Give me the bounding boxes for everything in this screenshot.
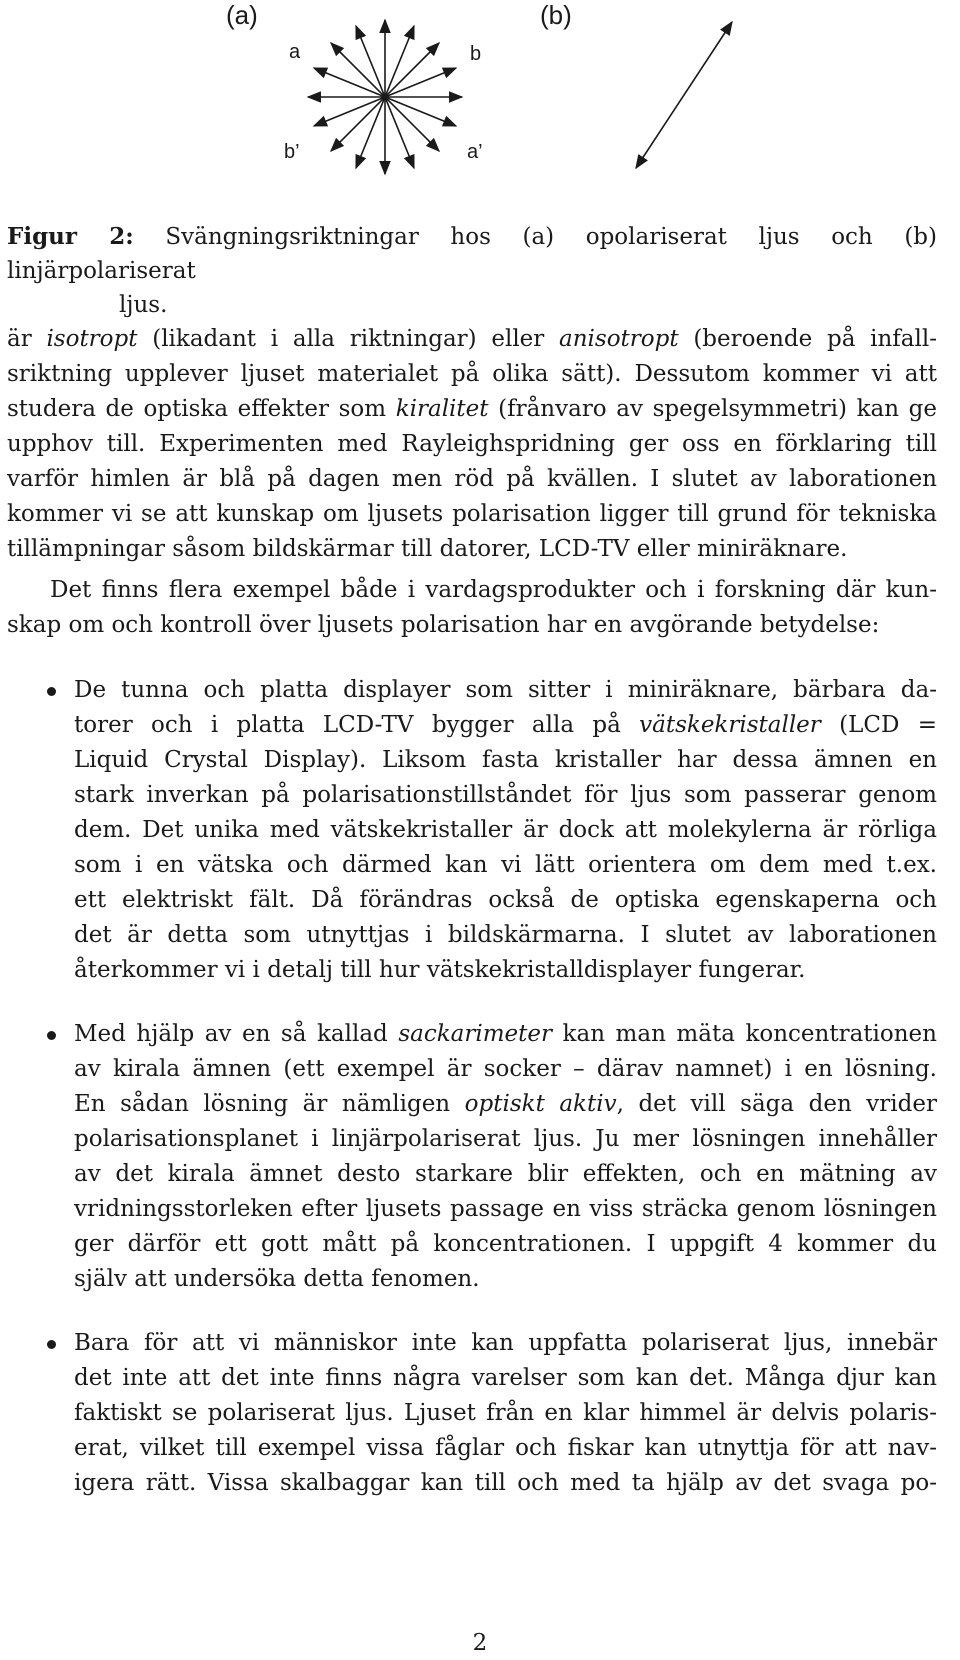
text-line [74,883,937,918]
text-line [74,708,937,743]
arrow-label-a: a [289,41,301,63]
text-span: polarisationsplanet i linjärpolariserat ljus. Ju mer lösningen innehåller [74,1126,937,1152]
list-item-text [74,1326,937,1501]
text-line [7,532,937,567]
text-line [7,462,937,497]
bullet-dot [47,1031,56,1040]
text-line [74,848,937,883]
text-span: Liquid Crystal Display). Liksom fasta kristaller har dessa ämnen en [74,747,937,773]
text-span: erat, vilket till exempel vissa fåglar och fiskar kan utnyttja för att nav- [74,1435,937,1461]
text-line [74,1326,937,1361]
text-span: varför himlen är blå på dagen men röd på kvällen. I slutet av laborationen [7,466,937,492]
caption-line-2: ljus. [119,292,168,318]
text-span: det är detta som utnyttjas i bildskärmarna. I slutet av laborationen [74,922,937,948]
text-line [74,1431,937,1466]
text-span: är [7,326,47,352]
text-line [74,743,937,778]
text-line [7,392,937,427]
text-line [7,322,937,357]
text-line [74,1262,937,1297]
text-line [74,1122,937,1157]
unpolarized-arrows [308,20,462,174]
list-item-text [74,673,937,988]
text-span: ett elektriskt fält. Då förändras också de optiska egenskaperna och [74,887,937,913]
linear-polarization-arrow [636,22,732,168]
text-line [7,497,937,532]
polarization-figure [0,0,960,210]
arrow-label-b: b [470,43,482,65]
text-span: dem. Det unika med vätskekristaller är dock att molekylerna är rörliga [74,817,937,843]
emphasized-term: anisotropt [559,326,679,352]
emphasized-term: isotropt [46,326,138,352]
text-span: , det vill säga den vrider [616,1091,937,1117]
text-span: ger därför ett gott mått på koncentrationen. I uppgift 4 kommer du [74,1231,937,1257]
text-line [74,1227,937,1262]
label-a: (a) [226,0,258,30]
text-span: En sådan lösning är nämligen [74,1091,465,1117]
text-span: torer och i platta LCD-TV bygger alla på [74,712,640,738]
text-span: studera de optiska effekter som [7,396,396,422]
text-line [7,427,937,462]
text-span: av kirala ämnen (ett exempel är socker – därav namnet) i en lösning. [74,1056,937,1082]
page-number: 2 [472,1630,488,1656]
text-line [74,1157,937,1192]
text-span: Med hjälp av en så kallad [74,1021,399,1047]
text-span: själv att undersöka detta fenomen. [74,1266,480,1292]
text-span: stark inverkan på polarisationstillståndet för ljus som passerar genom [74,782,937,808]
paragraph-1 [7,322,937,567]
caption-line-1: Svängningsriktningar hos (a) opolariserat ljus och (b) linjärpolariserat [7,224,938,284]
label-b: (b) [540,0,572,30]
text-span: faktiskt se polariserat ljus. Ljuset från en klar himmel är delvis polaris- [74,1400,937,1426]
emphasized-term: sackarimeter [398,1021,552,1047]
caption-label: Figur 2: [7,223,134,250]
bullet-dot [47,687,56,696]
emphasized-term: vätskekristaller [639,712,821,738]
text-line [7,357,937,392]
text-span: (LCD = [820,712,937,738]
text-span: Det finns flera exempel både i vardagsprodukter och i forskning där kun- [50,577,937,603]
text-span: (likadant i alla riktningar) eller [137,326,560,352]
text-line [74,778,937,813]
emphasized-term: optiskt aktiv [464,1091,617,1117]
text-line [74,1192,937,1227]
text-line [74,1087,937,1122]
list-item-text [74,1017,937,1297]
figure-caption [7,220,937,322]
text-span: det inte att det inte finns några varelser som kan det. Många djur kan [74,1365,937,1391]
text-span: av det kirala ämnet desto starkare blir effekten, och en mätning av [74,1161,937,1187]
text-line [7,608,937,643]
text-span: upphov till. Experimenten med Rayleighspridning ger oss en förklaring till [7,431,937,457]
text-span: De tunna och platta displayer som sitter i miniräknare, bärbara da- [74,677,937,703]
text-span: (frånvaro av spegelsymmetri) kan ge [488,396,937,422]
text-span: Bara för att vi människor inte kan uppfatta polariserat ljus, innebär [74,1330,937,1356]
text-span: sriktning upplever ljuset materialet på olika sätt). Dessutom kommer vi att [7,361,937,387]
text-span: igera rätt. Vissa skalbaggar kan till och med ta hjälp av det svaga po- [74,1470,937,1496]
text-span: kommer vi se att kunskap om ljusets polarisation ligger till grund för tekniska [7,501,937,527]
text-line [74,1052,937,1087]
text-line [74,1466,937,1501]
arrow-label-a-prime: a’ [467,141,483,163]
text-line [74,953,937,988]
text-span: vridningsstorleken efter ljusets passage en viss sträcka genom lösningen [74,1196,937,1222]
text-line [74,1396,937,1431]
text-line [74,1361,937,1396]
text-line [74,673,937,708]
bullet-dot [47,1340,56,1349]
text-line [74,813,937,848]
text-span: (beroende på infall- [678,326,938,352]
arrow-label-b-prime: b’ [284,141,300,163]
text-line [7,573,937,608]
text-span: tillämpningar såsom bildskärmar till datorer, LCD-TV eller miniräknare. [7,536,848,562]
text-line [74,1017,937,1052]
text-line [74,918,937,953]
text-span: kan man mäta koncentrationen [552,1021,937,1047]
paragraph-2 [7,573,937,643]
text-span: som i en vätska och därmed kan vi lätt orientera om dem med t.ex. [74,852,937,878]
text-span: skap om och kontroll över ljusets polarisation har en avgörande betydelse: [7,612,880,638]
emphasized-term: kiralitet [395,396,489,422]
text-span: återkommer vi i detalj till hur vätskekristalldisplayer fungerar. [74,957,806,983]
